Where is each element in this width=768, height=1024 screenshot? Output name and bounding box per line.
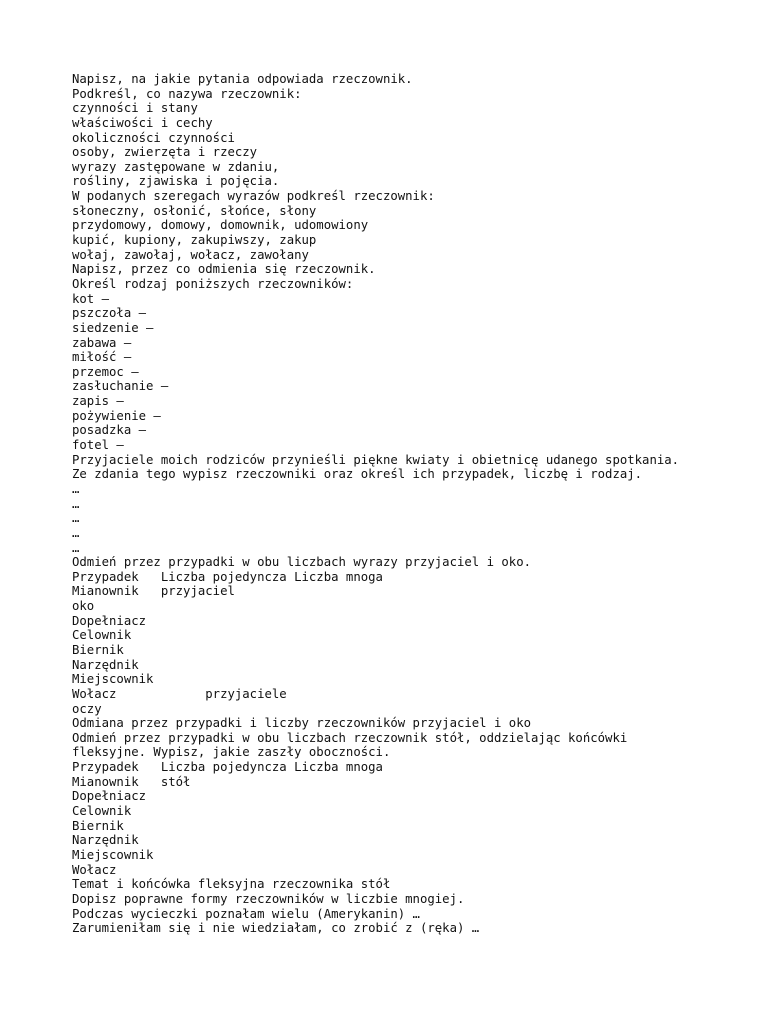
text-line: Odmień przez przypadki w obu liczbach rzeczownik stół, oddzielając końcówki xyxy=(72,730,628,745)
text-line: właściwości i cechy xyxy=(72,115,213,130)
text-line: posadzka – xyxy=(72,423,147,438)
text-line: Narzędnik xyxy=(72,833,139,848)
text-line: Przypadek Liczba pojedyncza Liczba mnoga xyxy=(72,760,383,775)
text-line: siedzenie – xyxy=(72,320,154,335)
text-line: oko xyxy=(72,599,95,614)
text-line: Mianownik przyjaciel xyxy=(72,584,235,599)
text-line: Miejscownik xyxy=(72,847,154,862)
text-line: Dopisz poprawne formy rzeczowników w liczbie mnogiej. xyxy=(72,891,465,906)
text-line: zapis – xyxy=(72,394,124,409)
text-line: fleksyjne. Wypisz, jakie zaszły oboczności. xyxy=(72,745,391,760)
text-line: Celownik xyxy=(72,804,132,819)
text-line: … xyxy=(72,481,80,496)
text-line: Temat i końcówka fleksyjna rzeczownika stół xyxy=(72,877,391,892)
text-line: Określ rodzaj poniższych rzeczowników: xyxy=(72,276,354,291)
text-line: … xyxy=(72,540,80,555)
text-line: przemoc – xyxy=(72,364,139,379)
text-line: miłość – xyxy=(72,350,132,365)
text-line: rośliny, zjawiska i pojęcia. xyxy=(72,174,280,189)
text-line: … xyxy=(72,511,80,526)
text-line: Podczas wycieczki poznałam wielu (Amerykanin) … xyxy=(72,906,420,921)
text-line: Mianownik stół xyxy=(72,774,191,789)
text-line: Dopełniacz xyxy=(72,789,147,804)
text-line: Ze zdania tego wypisz rzeczowniki oraz określ ich przypadek, liczbę i rodzaj. xyxy=(72,467,643,482)
text-line: Narzędnik xyxy=(72,657,139,672)
text-line: … xyxy=(72,525,80,540)
text-line: Wołacz przyjaciele xyxy=(72,686,287,701)
text-line: Zarumieniłam się i nie wiedziałam, co zrobić z (ręka) … xyxy=(72,921,480,936)
text-line: Celownik xyxy=(72,628,132,643)
text-line: oczy xyxy=(72,701,102,716)
text-line: pszczoła – xyxy=(72,306,147,321)
text-line: okoliczności czynności xyxy=(72,130,235,145)
text-line: Miejscownik xyxy=(72,672,154,687)
text-line: Przypadek Liczba pojedyncza Liczba mnoga xyxy=(72,569,383,584)
document-page xyxy=(72,72,752,936)
text-line: zasłuchanie – xyxy=(72,379,169,394)
text-line: osoby, zwierzęta i rzeczy xyxy=(72,145,258,160)
text-line: wyrazy zastępowane w zdaniu, xyxy=(72,159,280,174)
text-line: Dopełniacz xyxy=(72,613,147,628)
text-line: kupić, kupiony, zakupiwszy, zakup xyxy=(72,233,317,248)
text-line: Odmień przez przypadki w obu liczbach wyrazy przyjaciel i oko. xyxy=(72,555,532,570)
text-line: Napisz, przez co odmienia się rzeczownik. xyxy=(72,262,376,277)
text-line: Przyjaciele moich rodziców przynieśli piękne kwiaty i obietnicę udanego spotkania. xyxy=(72,452,680,467)
text-line: fotel – xyxy=(72,438,124,453)
text-line: Podkreśl, co nazywa rzeczownik: xyxy=(72,86,302,101)
text-line: przydomowy, domowy, domownik, udomowiony xyxy=(72,218,369,233)
text-line: czynności i stany xyxy=(72,101,198,116)
text-line: wołaj, zawołaj, wołacz, zawołany xyxy=(72,247,309,262)
text-line: W podanych szeregach wyrazów podkreśl rzeczownik: xyxy=(72,189,435,204)
text-line: Napisz, na jakie pytania odpowiada rzeczownik. xyxy=(72,72,413,86)
text-line: słoneczny, osłonić, słońce, słony xyxy=(72,203,317,218)
text-line: Biernik xyxy=(72,642,124,657)
text-line: Wołacz xyxy=(72,862,117,877)
text-line: Odmiana przez przypadki i liczby rzeczowników przyjaciel i oko xyxy=(72,716,532,731)
text-line: zabawa – xyxy=(72,335,132,350)
text-line: Biernik xyxy=(72,818,124,833)
text-line: … xyxy=(72,496,80,511)
text-line: kot – xyxy=(72,291,110,306)
text-line: pożywienie – xyxy=(72,408,161,423)
